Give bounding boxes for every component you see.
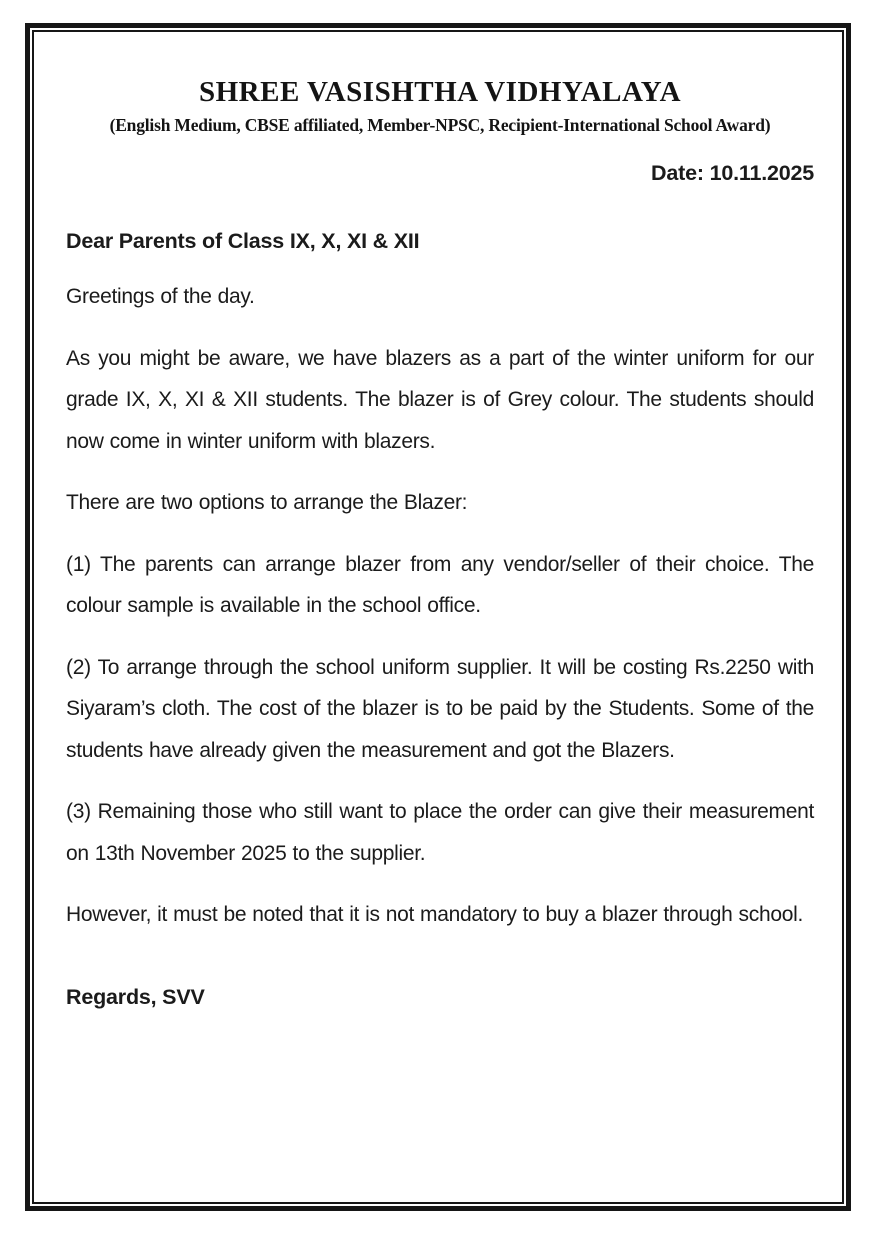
letter-salutation: Dear Parents of Class IX, X, XI & XII (66, 229, 420, 253)
paragraph-option-3: (3) Remaining those who still want to place the order can give their measurement on 13th November 2025 to the supplier. (66, 800, 814, 865)
paragraph-option-2: (2) To arrange through the school uniform supplier. It will be costing Rs.2250 with Siyaram’s cloth. The cost of the blazer is to be paid by the Students. Some of the students have already given the measurement and got the Blazers. (66, 655, 814, 762)
paragraph-greeting: Greetings of the day. (66, 285, 255, 308)
page-border-frame (25, 23, 851, 1211)
paragraph-note: However, it must be noted that it is not mandatory to buy a blazer through school. (66, 903, 803, 926)
notice-date: Date: 10.11.2025 (651, 161, 814, 185)
letter-signature: Regards, SVV (66, 984, 205, 1009)
paragraph-option-1: (1) The parents can arrange blazer from any vendor/seller of their choice. The colour sample is available in the school office. (66, 552, 814, 617)
page-border-inner (32, 30, 844, 1204)
paragraph-options-intro: There are two options to arrange the Blazer: (66, 491, 468, 514)
school-name-heading: SHREE VASISHTHA VIDHYALAYA (198, 76, 682, 108)
paragraph-blazer-intro: As you might be aware, we have blazers as a part of the winter uniform for our grade IX, X, XI & XII students. The blazer is of Grey colour. The students should now come in winter uniform with blazers. (66, 346, 814, 453)
school-subtitle: (English Medium, CBSE affiliated, Member-NPSC, Recipient-International School Award) (109, 115, 771, 135)
